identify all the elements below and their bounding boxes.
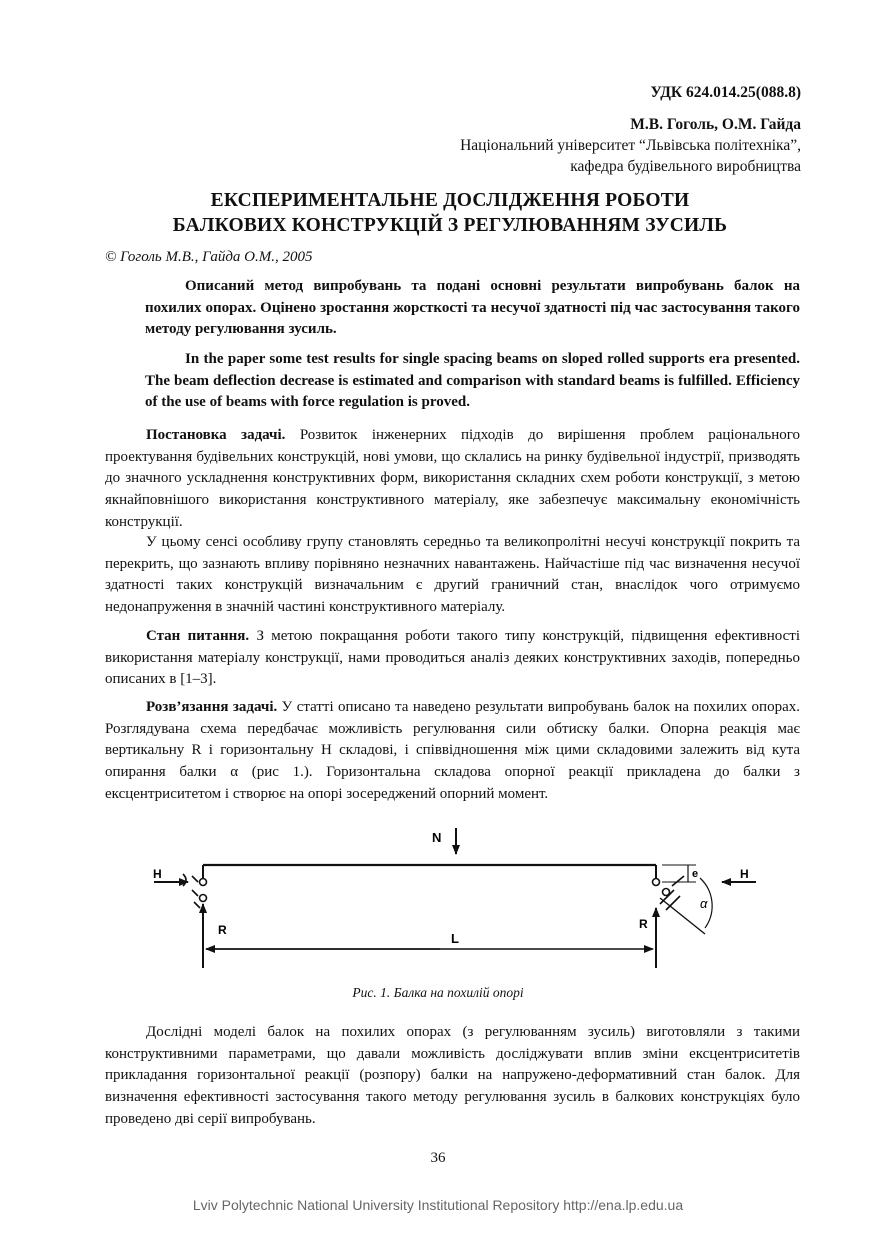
beam-diagram: [140, 822, 770, 977]
left-support-rollers: [183, 874, 200, 908]
paragraph-context: У цьому сенсі особливу групу становлять середньо та великопролітні несучі конструкції покрить та перекрить, що зазнають впливу порівняно незначних навантажень. Найчастіше під час визначення несучої здатності таких конструкцій визначальним є другий граничний стан, внаслідок чого отримуємо недонапруження в значній частині конструктивного матеріалу.: [105, 534, 800, 616]
left-support-hinge-top: [200, 879, 207, 886]
label-n: N: [432, 830, 442, 845]
authors: М.В. Гоголь, О.М. Гайда: [630, 116, 801, 133]
right-support-hinge-top: [653, 879, 660, 886]
figure-caption: Рис. 1. Балка на похилій опорі: [352, 985, 524, 1000]
paragraph-state-of-question: [105, 626, 800, 691]
page-number: 36: [430, 1150, 446, 1166]
section-lead-solution: Розв’язання задачі.: [146, 699, 278, 715]
udk-code: УДК 624.014.25(088.8): [650, 84, 801, 101]
paper-title: [70, 188, 830, 238]
title-line-1: ЕКСПЕРИМЕНТАЛЬНЕ ДОСЛІДЖЕННЯ РОБОТИ: [210, 190, 690, 211]
affiliation-line-2: кафедра будівельного виробництва: [570, 158, 801, 175]
copyright: © Гоголь М.В., Гайда О.М., 2005: [105, 249, 313, 265]
right-support-incline: [660, 898, 705, 934]
section-lead-state: Стан питання.: [146, 628, 250, 644]
repository-footer: Lviv Polytechnic National University Institutional Repository http://ena.lp.edu.ua: [192, 1197, 684, 1213]
paragraph-solution: [105, 697, 800, 806]
title-line-2: БАЛКОВИХ КОНСТРУКЦІЙ З РЕГУЛЮВАННЯМ ЗУСИЛЬ: [172, 215, 728, 236]
paragraph-problem-statement: [105, 425, 800, 534]
abstract-ukrainian: Описаний метод випробувань та подані основні результати випробувань балок на похилих опорах. Оцінено зростання жорсткості та несучої здатності під час застосування такого методу регулювання зусиль.: [145, 278, 800, 337]
paragraph-text: Розвиток інженерних підходів до вирішення проблем раціонального проектування будівельних конструкцій, нові умови, що склались на ринку будівельної індустрії, призводять до значного ускладнення конструктивних форм, використання складних схем роботи конструкції, з метою якнайповнішого використання конструктивного матеріалу, яке забезпечує максимальну економічність конструкції.: [105, 427, 800, 530]
label-h-left: H: [153, 867, 162, 881]
section-lead-problem: Постановка задачі.: [146, 427, 286, 443]
label-l: L: [451, 931, 459, 946]
label-e: e: [692, 868, 699, 880]
label-r-left: R: [218, 923, 227, 937]
abstract-english: In the paper some test results for single spacing beams on sloped rolled supports era presented. The beam deflection decrease is estimated and comparison with standard beams is fulfilled. Efficiency of the use of beams with force regulation is proved.: [145, 351, 800, 410]
left-support-hinge-bottom: [200, 895, 207, 902]
paragraph-models: Дослідні моделі балок на похилих опорах (з регулюванням зусиль) виготовляли з такими конструктивними параметрами, що давали можливість досліджувати вплив зміни ексцентриситетів прикладання горизонтальної реакції (розпору) балки на напружено-деформативний стан балок. Для визначення ефективності застосування такого методу регулювання зусиль в балкових конструкціях було проведено дві серії випробувань.: [105, 1024, 800, 1127]
paragraph-text: З метою покращання роботи такого типу конструкцій, підвищення ефективності використання матеріалу конструкції, нами проводиться аналіз деяких конструктивних заходів, попередньо описаних в [1–3].: [105, 628, 800, 688]
label-r-right: R: [639, 917, 648, 931]
paragraph-text: У статті описано та наведено результати випробувань балок на похилих опорах. Розглядувана схема передбачає можливість регулювання сили обтиску балки. Опорна реакція має вертикальну R і горизонтальну H складові, і співвідношення між цими складовими залежить від кута опирання балки α (рис 1.). Горизонтальна складова опорної реакції прикладена до балки з ексцентриситетом і створює на опорі зосереджений опорний момент.: [105, 699, 800, 802]
affiliation-line-1: Національний університет “Львівська політехніка”,: [460, 137, 801, 154]
label-h-right: H: [740, 867, 749, 881]
label-alpha: α: [700, 896, 708, 911]
